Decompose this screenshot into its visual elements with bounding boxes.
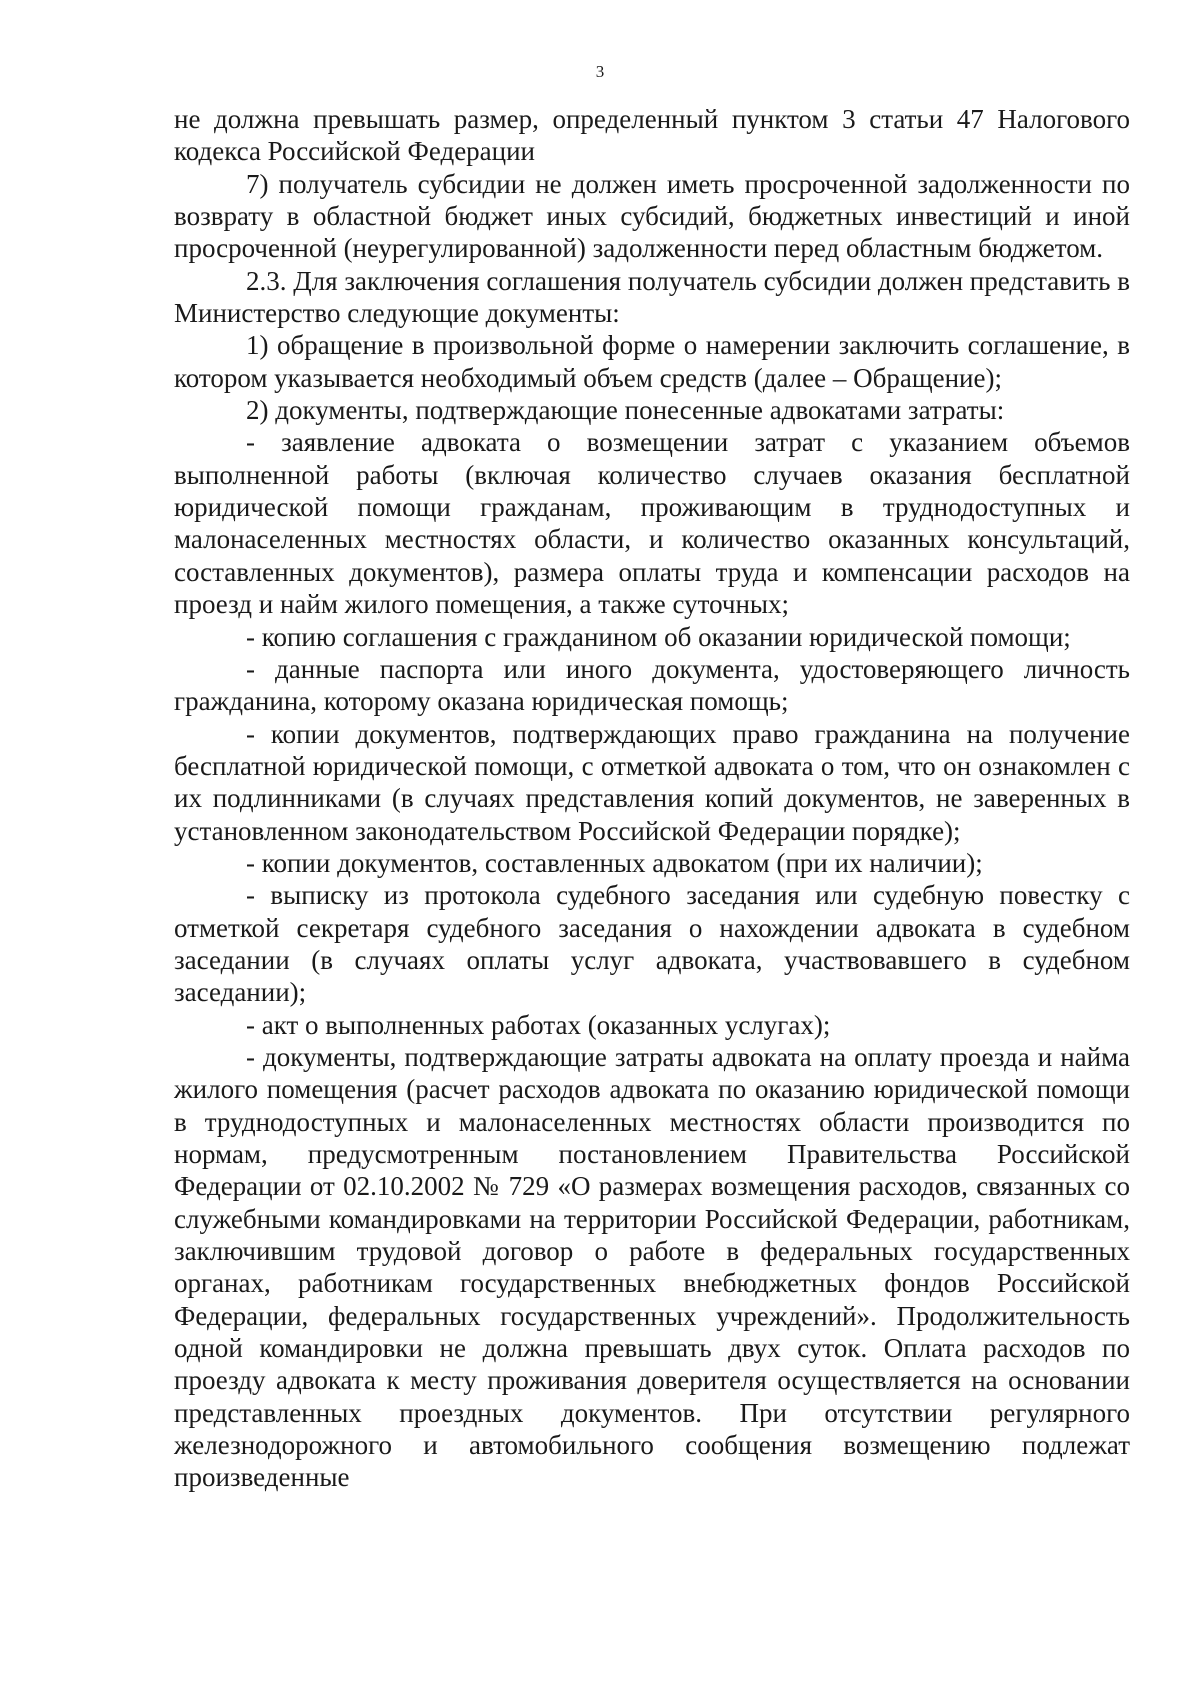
paragraph-item-1-request: 1) обращение в произвольной форме о намерении заключить соглашение, в котором указывается необходимый объем средств (далее – Обращение);	[174, 330, 1130, 393]
list-item-work-act: - акт о выполненных работах (оказанных услугах);	[246, 1009, 831, 1040]
list-item-passport-data: - данные паспорта или иного документа, удостоверяющего личность гражданина, которому оказана юридическая помощь;	[174, 653, 1130, 717]
document-body	[174, 103, 1130, 1494]
list-item-court-record: - выписку из протокола судебного заседания или судебную повестку с отметкой секретаря судебного заседания о нахождении адвоката в судебном заседании (в случаях оплаты услуг адвоката, участвовавшего в судебном заседании);	[174, 880, 1130, 1008]
paragraph-tax-code-limit: не должна превышать размер, определенный пунктом 3 статьи 47 Налогового кодекса Российской Федерации	[174, 104, 1130, 167]
page-number: 3	[595, 62, 605, 81]
paragraph-item-7-no-overdue-debt: 7) получатель субсидии не должен иметь просроченной задолженности по возврату в областной бюджет иных субсидий, бюджетных инвестиций и иной просроченной (неурегулированной) задолженности перед областным бюджетом.	[174, 168, 1130, 264]
list-item-agreement-copy: - копию соглашения с гражданином об оказании юридической помощи;	[246, 621, 1071, 652]
list-item-lawyer-documents: - копии документов, составленных адвокатом (при их наличии);	[246, 847, 983, 878]
list-item-lawyer-statement: - заявление адвоката о возмещении затрат с указанием объемов выполненной работы (включая количество случаев оказания бесплатной юридической помощи гражданам, проживающим в труднодоступных и малонаселенных местностях области, и количество оказанных консультаций, составленных документов), размера оплаты труда и компенсации расходов на проезд и найм жилого помещения, а также суточных;	[174, 427, 1130, 620]
list-item-travel-expenses: - документы, подтверждающие затраты адвоката на оплату проезда и найма жилого помещения (расчет расходов адвоката по оказанию юридической помощи в труднодоступных и малонаселенных местностях области производится по нормам, предусмотренным постановлением Правительства Российской Федерации от 02.10.2002 № 729 «О размерах возмещения расходов, связанных со служебными командировками на территории Российской Федерации, работникам, заключившим трудовой договор о работе в федеральных государственных органах, работникам государственных внебюджетных фондов Российской Федерации, федеральных государственных учреждений». Продолжительность одной командировки не должна превышать двух суток. Оплата расходов по проезду адвоката к месту проживания доверителя осуществляется на основании представленных проездных документов. При отсутствии регулярного железнодорожного и автомобильного сообщения возмещению подлежат произведенные	[174, 1041, 1130, 1493]
list-item-eligibility-documents: - копии документов, подтверждающих право гражданина на получение бесплатной юридической помощи, с отметкой адвоката о том, что он ознакомлен с их подлинниками (в случаях представления копий документов, не заверенных в установленном законодательством Российской Федерации порядке);	[174, 718, 1130, 846]
paragraph-2-3-required-documents: 2.3. Для заключения соглашения получатель субсидии должен представить в Министерство следующие документы:	[174, 265, 1130, 329]
paragraph-item-2-cost-documents: 2) документы, подтверждающие понесенные адвокатами затраты:	[246, 395, 1005, 426]
